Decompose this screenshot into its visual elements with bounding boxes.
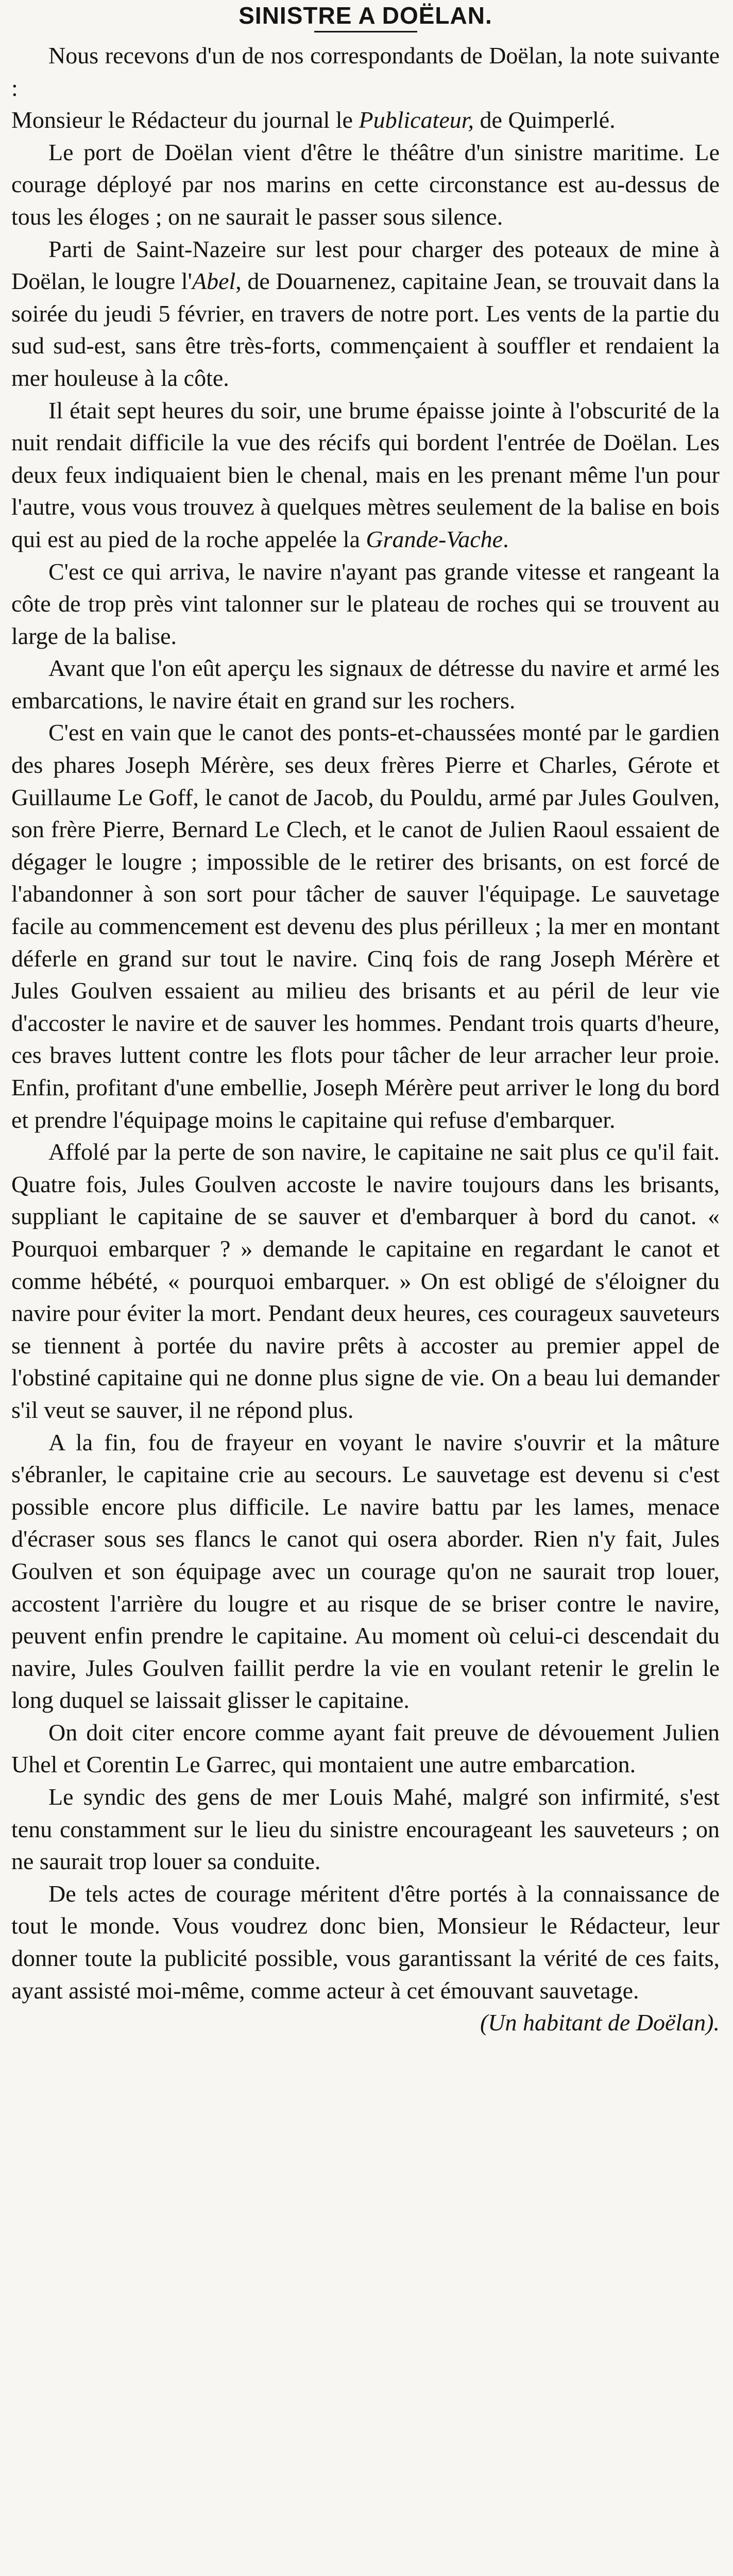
title-underline [314, 31, 417, 32]
salutation-suffix: de Quimperlé. [474, 107, 616, 133]
paragraph-3-part-a: Il était sept heures du soir, une brume épaisse jointe à l'obscurité de la nuit rendait difficile la vue des récifs qui bordent l'entrée de Doëlan. Les deux feux indiquaient bien le chenal, mais en les prenant même l'un pour l'autre, vous vous trouvez à quelques mètres seulement de la balise en bois qui est au pied de la roche appelée la [11, 397, 720, 552]
paragraph-1: Le port de Doëlan vient d'être le théâtre d'un sinistre maritime. Le courage déployé par nos marins en cette circonstance est au-dessus de tous les éloges ; on ne saurait le passer sous silence. [11, 139, 720, 230]
intro-paragraph: Nous recevons d'un de nos correspondants de Doëlan, la note suivante : [11, 42, 720, 101]
article-body [11, 40, 720, 2036]
paragraph-11 [11, 1878, 720, 2036]
paragraph-7: Affolé par la perte de son navire, le capitaine ne sait plus ce qu'il fait. Quatre fois, Jules Goulven accoste le navire toujours dans les brisants, suppliant le capitaine de se sauver et d'embarquer à bord du canot. « Pourquoi embarquer ? » demande le capitaine en regardant le canot et comme hébété, « pourquoi embarquer. » On est obligé de s'éloigner du navire pour éviter la mort. Pendant deux heures, ces courageux sauveteurs se tiennent à portée du navire prêts à accoster au premier appel de l'obstiné capitaine qui ne donne plus signe de vie. On a beau lui demander s'il veut se sauver, il ne répond plus. [11, 1139, 720, 1423]
paragraph-10: Le syndic des gens de mer Louis Mahé, malgré son infirmité, s'est tenu constamment sur le lieu du sinistre encourageant les sauveteurs ; on ne saurait trop louer sa conduite. [11, 1784, 720, 1875]
journal-name: Publicateur, [359, 107, 474, 133]
signature: (Un habitant de Doëlan). [480, 2009, 720, 2036]
paragraph-2 [11, 233, 720, 395]
paragraph-11-text: De tels actes de courage méritent d'être portés à la connaissance de tout le monde. Vous voudrez donc bien, Monsieur le Rédacteur, leur donner toute la publicité possible, vous garantissant la vérité de ces faits, ayant assisté moi-même, comme acteur à cet émouvant sauvetage. [11, 1880, 720, 2004]
article-title: SINISTRE A DOËLAN. [238, 2, 492, 29]
paragraph-6: C'est en vain que le canot des ponts-et-chaussées monté par le gardien des phares Joseph Mérère, ses deux frères Pierre et Charles, Gérote et Guillaume Le Goff, le canot de Jacob, du Pouldu, armé par Jules Goulven, son frère Pierre, Bernard Le Clech, et le canot de Julien Raoul essaient de dégager le lougre ; impossible de le retirer des brisants, on est forcé de l'abandonner à son sort pour tâcher de sauver l'équipage. Le sauvetage facile au commencement est devenu des plus périlleux ; la mer en montant déferle en grand sur tout le navire. Cinq fois de rang Joseph Mérère et Jules Goulven essaient au milieu des brisants et au péril de leur vie d'accoster le navire et de sauver les hommes. Pendant trois quarts d'heure, ces braves luttent contre les flots pour tâcher de leur arracher leur proie. Enfin, profitant d'une embellie, Joseph Mérère peut arriver le long du bord et prendre l'équipage moins le capitaine qui refuse d'embarquer. [11, 719, 720, 1133]
paragraph-3-part-b: . [503, 526, 509, 552]
salutation-paragraph [11, 104, 720, 137]
paragraph-8: A la fin, fou de frayeur en voyant le navire s'ouvrir et la mâture s'ébranler, le capitaine crie au secours. Le sauvetage est devenu si c'est possible encore plus difficile. Le navire battu par les lames, menace d'écraser sous ses flancs le canot qui osera aborder. Rien n'y fait, Jules Goulven et son équipage avec un courage qu'on ne saurait trop louer, accostent l'arrière du lougre et au risque de se briser contre le navire, peuvent enfin prendre le capitaine. Au moment où celui-ci descendait du navire, Jules Goulven faillit perdre la vie en voulant retenir le grelin le long duquel se laissait glisser le capitaine. [11, 1429, 720, 1714]
paragraph-2-part-a: Parti de Saint-Nazeire sur lest pour charger des poteaux de mine à Doëlan, le lougre l' [11, 235, 720, 295]
salutation-prefix: Monsieur le Rédacteur du journal le [11, 107, 359, 133]
rock-name: Grande-Vache [366, 526, 503, 552]
paragraph-2-part-b: , de Douarnenez, capitaine Jean, se trouvait dans la soirée du jeudi 5 février, en travers de notre port. Les vents de la partie du sud sud-est, sans être très-forts, commençaient à souffler et rendaient la mer houleuse à la côte. [11, 268, 720, 391]
paragraph-5: Avant que l'on eût aperçu les signaux de détresse du navire et armé les embarcations, le navire était en grand sur les rochers. [11, 655, 720, 714]
ship-name: Abel [192, 268, 236, 295]
paragraph-3 [11, 395, 720, 556]
paragraph-9: On doit citer encore comme ayant fait preuve de dévouement Julien Uhel et Corentin Le Garrec, qui montaient une autre embarcation. [11, 1719, 720, 1778]
paragraph-4: C'est ce qui arriva, le navire n'ayant pas grande vitesse et rangeant la côte de trop près vint talonner sur le plateau de roches qui se trouvent au large de la balise. [11, 558, 720, 649]
